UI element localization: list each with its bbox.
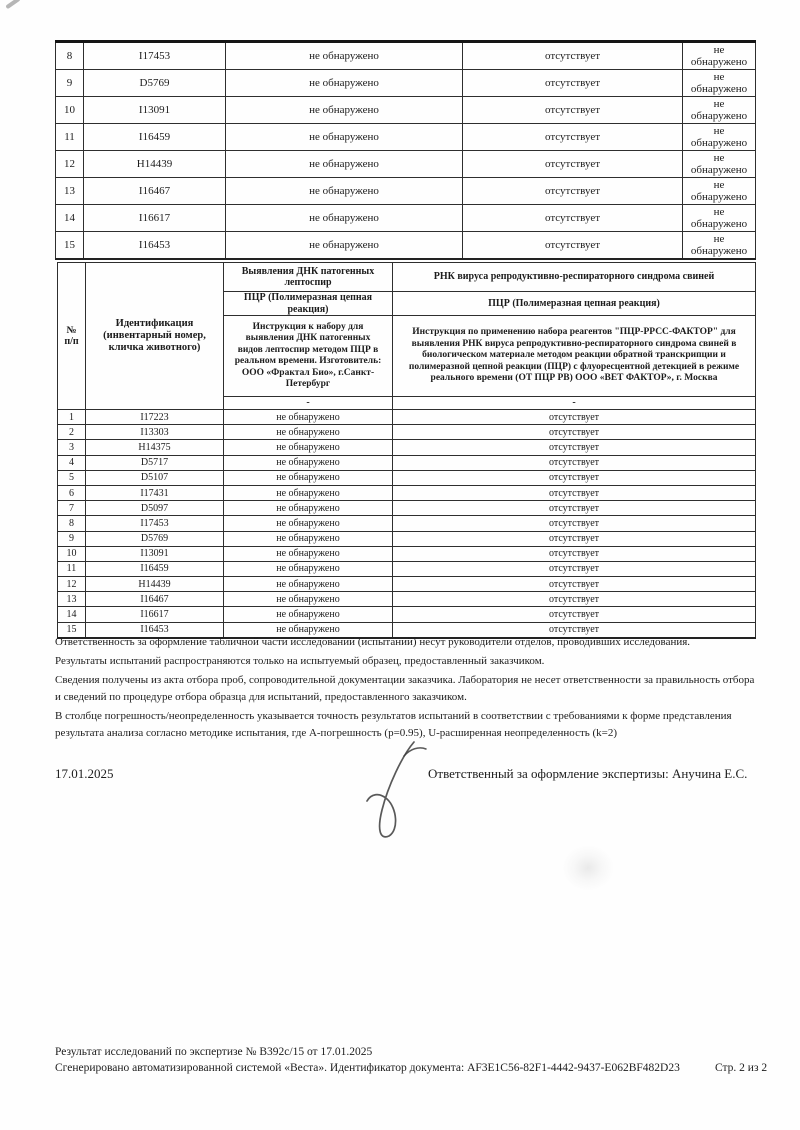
row-number-cell: 12 [56, 151, 84, 178]
result-cell: не обнаружено [226, 232, 463, 260]
scan-artifact-corner [5, 0, 20, 9]
table-row [58, 546, 756, 561]
norm-leptospira: - [224, 397, 393, 410]
sample-id-cell: I16467 [84, 178, 226, 205]
result-cell: не обнаружено [683, 70, 756, 97]
table-row [56, 232, 756, 260]
sample-id-cell: I16467 [86, 592, 224, 607]
row-number-cell: 14 [58, 607, 86, 622]
sample-id-cell: I16453 [86, 622, 224, 638]
result-cell: не обнаружено [224, 546, 393, 561]
table-row [58, 577, 756, 592]
result-cell: не обнаружено [683, 42, 756, 70]
results-table [57, 262, 756, 639]
result-cell: отсутствует [393, 546, 756, 561]
sample-id-cell: H14375 [86, 440, 224, 455]
result-cell: отсутствует [463, 70, 683, 97]
footnote-text: Ответственность за оформление табличной части исследований (испытаний) несут руководители отделов, проводивших исследования. [55, 636, 691, 648]
result-cell: не обнаружено [224, 485, 393, 500]
result-cell: не обнаружено [226, 70, 463, 97]
result-cell: не обнаружено [224, 455, 393, 470]
result-cell: не обнаружено [224, 561, 393, 576]
method-pcr-prrs: ПЦР (Полимеразная цепная реакция) [393, 292, 756, 316]
method-pcr-leptospira: ПЦР (Полимеразная цепная реакция) [224, 292, 393, 316]
row-number-cell: 1 [58, 410, 86, 425]
sample-id-cell: D5769 [84, 70, 226, 97]
result-cell: отсутствует [463, 178, 683, 205]
sample-id-cell: I13091 [84, 97, 226, 124]
sample-id-cell: I16617 [86, 607, 224, 622]
result-cell: не обнаружено [224, 607, 393, 622]
result-cell: отсутствует [393, 440, 756, 455]
scan-smudge [562, 845, 614, 891]
instruction-prrs: Инструкция по применению набора реагентов "ПЦР-РРСС-ФАКТОР" для выявления РНК вируса репродуктивно-респираторного синдрома свиней в биологическом материале методом реакции обратной транскрипции и полимеразной цепной реакции (ПЦР) с флуоресцентной детекцией в режиме реального времени (ОТ ПЦР РВ) ООО «ВЕТ ФАКТОР», г. Москва [393, 316, 756, 397]
result-cell: не обнаружено [683, 232, 756, 260]
column-header-number: № п/п [58, 263, 86, 410]
result-cell: отсутствует [393, 592, 756, 607]
footer-generated-by: Сгенерировано автоматизированной системой «Веста». Идентификатор документа: AF3E1C56-82F1-4442-9437-E062BF482D23 [55, 1062, 680, 1074]
table-row [58, 531, 756, 546]
sample-id-cell: I17431 [86, 485, 224, 500]
result-cell: отсутствует [463, 151, 683, 178]
signature [346, 738, 434, 842]
result-cell: отсутствует [393, 470, 756, 485]
row-number-cell: 15 [56, 232, 84, 260]
table-row [58, 410, 756, 425]
result-cell: не обнаружено [683, 205, 756, 232]
row-number-cell: 6 [58, 485, 86, 500]
row-number-cell: 2 [58, 425, 86, 440]
table-row [58, 440, 756, 455]
responsible-person-label: Ответственный за оформление экспертизы: Анучина Е.С. [428, 766, 748, 781]
results-table-continued [55, 40, 756, 260]
sample-id-cell: I16459 [86, 561, 224, 576]
table-row [56, 97, 756, 124]
table-row [56, 178, 756, 205]
sample-id-cell: I16453 [84, 232, 226, 260]
result-cell: отсутствует [393, 577, 756, 592]
result-cell: отсутствует [393, 455, 756, 470]
result-cell: отсутствует [463, 232, 683, 260]
row-number-cell: 13 [56, 178, 84, 205]
sample-id-cell: I17453 [86, 516, 224, 531]
row-number-cell: 9 [58, 531, 86, 546]
sample-id-cell: I16617 [84, 205, 226, 232]
result-cell: отсутствует [393, 425, 756, 440]
table-row [58, 470, 756, 485]
instruction-leptospira: Инструкция к набору для выявления ДНК патогенных видов лептоспир методом ПЦР в реальном времени. Изготовитель: ООО «Фрактал Био», г.Санкт-Петербург [224, 316, 393, 397]
footnote-text: Результаты испытаний распространяются только на испытуемый образец, предоставленный заказчиком. [55, 655, 545, 667]
row-number-cell: 10 [56, 97, 84, 124]
sample-id-cell: D5107 [86, 470, 224, 485]
footnote-text: Сведения получены из акта отбора проб, сопроводительной документации заказчика. Лаборатория не несет ответственности за правильность отбора и сведений по процедуре отбора образца для испытаний, предоставленного заказчиком. [55, 674, 755, 703]
sample-id-cell: I17223 [86, 410, 224, 425]
sample-id-cell: D5769 [86, 531, 224, 546]
result-cell: отсутствует [393, 607, 756, 622]
result-cell: не обнаружено [224, 425, 393, 440]
norm-prrs: - [393, 397, 756, 410]
row-number-cell: 8 [56, 42, 84, 70]
sample-id-cell: I16459 [84, 124, 226, 151]
result-cell: отсутствует [393, 485, 756, 500]
table-row [56, 124, 756, 151]
sample-id-cell: I13303 [86, 425, 224, 440]
result-cell: не обнаружено [683, 97, 756, 124]
result-cell: не обнаружено [226, 97, 463, 124]
result-cell: не обнаружено [224, 622, 393, 638]
row-number-cell: 4 [58, 455, 86, 470]
result-cell: отсутствует [393, 531, 756, 546]
row-number-cell: 15 [58, 622, 86, 638]
column-header-identification: Идентификация (инвентарный номер, кличка животного) [86, 263, 224, 410]
result-cell: отсутствует [393, 410, 756, 425]
page-number: Стр. 2 из 2 [715, 1062, 768, 1074]
table-row [58, 425, 756, 440]
result-cell: отсутствует [463, 97, 683, 124]
result-cell: не обнаружено [224, 410, 393, 425]
sample-id-cell: D5717 [86, 455, 224, 470]
row-number-cell: 14 [56, 205, 84, 232]
sample-id-cell: I13091 [86, 546, 224, 561]
result-cell: не обнаружено [683, 124, 756, 151]
row-number-cell: 3 [58, 440, 86, 455]
row-number-cell: 10 [58, 546, 86, 561]
row-number-cell: 9 [56, 70, 84, 97]
result-cell: не обнаружено [683, 151, 756, 178]
report-date: 17.01.2025 [55, 766, 114, 781]
result-cell: не обнаружено [224, 516, 393, 531]
table-row [58, 561, 756, 576]
table-row [58, 501, 756, 516]
column-header-test-prrs: РНК вируса репродуктивно-респираторного синдрома свиней [393, 263, 756, 292]
result-cell: отсутствует [463, 205, 683, 232]
result-cell: не обнаружено [224, 501, 393, 516]
sample-id-cell: D5097 [86, 501, 224, 516]
column-header-test-leptospira: Выявления ДНК патогенных лептоспир [224, 263, 393, 292]
result-cell: не обнаружено [226, 178, 463, 205]
result-cell: не обнаружено [226, 151, 463, 178]
result-cell: не обнаружено [226, 205, 463, 232]
result-cell: отсутствует [393, 561, 756, 576]
table-row [58, 516, 756, 531]
footnote-text: В столбце погрешность/неопределенность указывается точность результатов испытаний в соответствии с требованиями к форме представления результата анализа согласно методике испытания, где А-погрешность (p=0.95), U-расширенная неопределенность (k=2) [55, 710, 732, 739]
row-number-cell: 8 [58, 516, 86, 531]
table-row [56, 205, 756, 232]
result-cell: не обнаружено [226, 42, 463, 70]
result-cell: не обнаружено [683, 178, 756, 205]
row-number-cell: 5 [58, 470, 86, 485]
result-cell: не обнаружено [224, 440, 393, 455]
row-number-cell: 11 [56, 124, 84, 151]
table-row [56, 70, 756, 97]
sample-id-cell: I17453 [84, 42, 226, 70]
row-number-cell: 11 [58, 561, 86, 576]
table-row [56, 42, 756, 70]
result-cell: отсутствует [393, 501, 756, 516]
result-cell: не обнаружено [226, 124, 463, 151]
table-row [58, 592, 756, 607]
result-cell: не обнаружено [224, 577, 393, 592]
result-cell: отсутствует [463, 124, 683, 151]
table-row [58, 455, 756, 470]
sample-id-cell: H14439 [86, 577, 224, 592]
sample-id-cell: H14439 [84, 151, 226, 178]
table-row [58, 485, 756, 500]
table-row [58, 607, 756, 622]
row-number-cell: 13 [58, 592, 86, 607]
footer-expertise-result: Результат исследований по экспертизе № B392с/15 от 17.01.2025 [55, 1046, 373, 1058]
result-cell: отсутствует [393, 516, 756, 531]
row-number-cell: 7 [58, 501, 86, 516]
result-cell: не обнаружено [224, 592, 393, 607]
row-number-cell: 12 [58, 577, 86, 592]
result-cell: не обнаружено [224, 470, 393, 485]
footnotes [55, 634, 755, 744]
table-row [56, 151, 756, 178]
result-cell: не обнаружено [224, 531, 393, 546]
result-cell: отсутствует [463, 42, 683, 70]
result-cell: отсутствует [393, 622, 756, 638]
